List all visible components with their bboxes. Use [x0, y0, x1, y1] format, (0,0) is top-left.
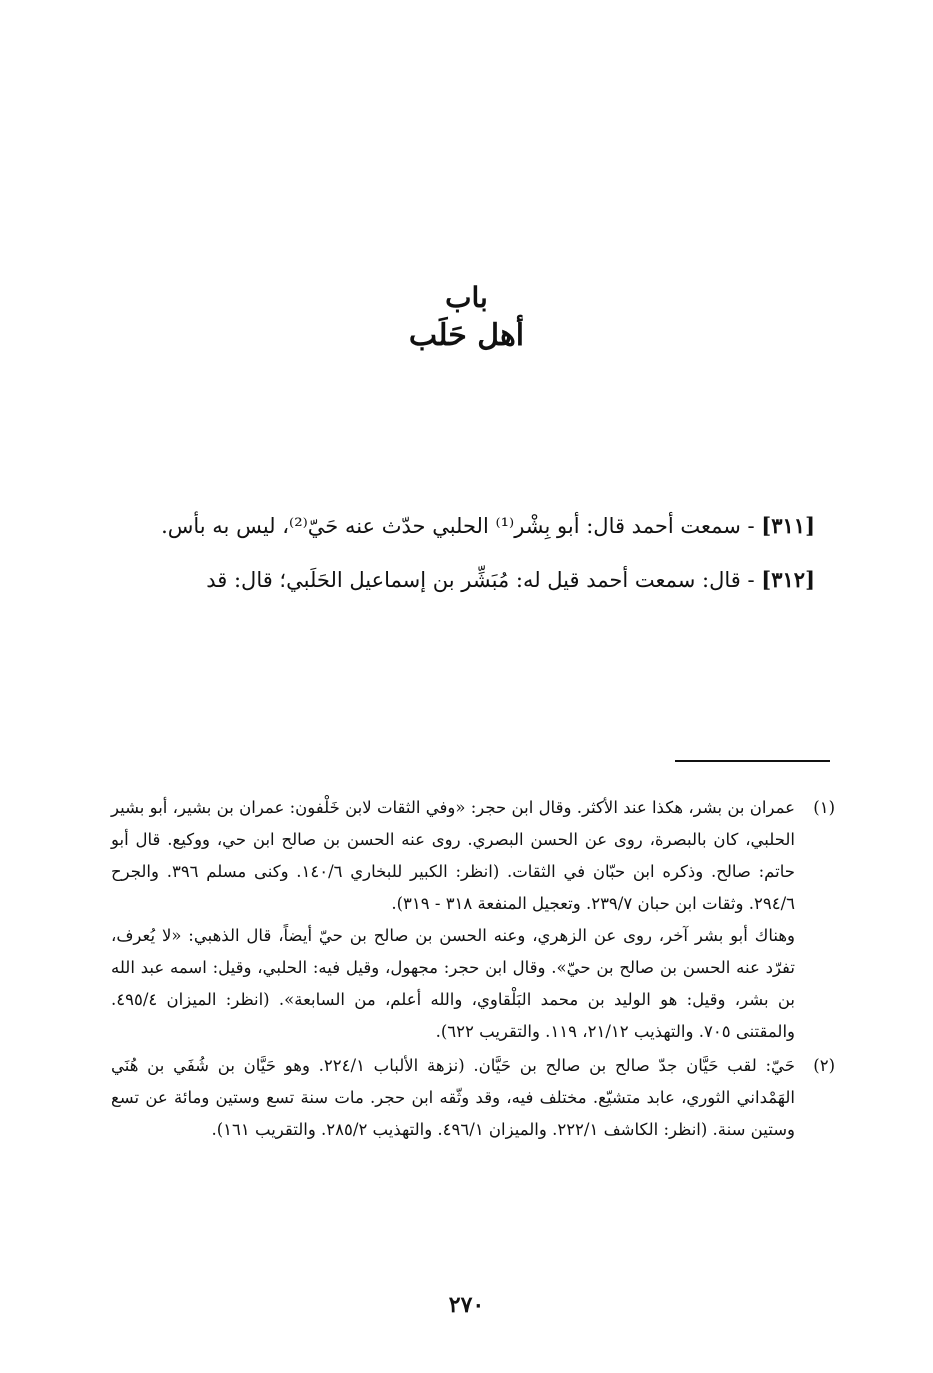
entry-311 — [97, 506, 815, 546]
entry-text: - سمعت أحمد قال: أبو بِشْر⁽¹⁾ الحلبي حدّث عنه حَيّ⁽²⁾، ليس به بأس. — [161, 514, 755, 538]
chapter-heading — [0, 280, 933, 356]
footnote-number: (١) — [813, 798, 835, 817]
entry-text: - قال: سمعت أحمد قيل له: مُبَشِّر بن إسماعيل الحَلَبي؛ قال: قد — [206, 568, 755, 592]
footnotes — [111, 792, 835, 1148]
footnote-paragraph: حَيّ: لقب حَيَّان جدّ صالح بن صالح بن حَيَّان. (نزهة الألباب ٢٢٤/١. وهو حَيَّان بن شُفَي بن هُنَي الهَمْداني الثوري، عابد متشيّع. مختلف فيه، وقد وثّقه ابن حجر. مات سنة تسع وستين ومائة عن تسع وستين سنة. (انظر: الكاشف ٢٢٢/١. والميزان ٤٩٦/١. والتهذيب ٢٨٥/٢. والتقريب ١٦١). — [111, 1056, 795, 1139]
page-number: ٢٧٠ — [448, 1292, 485, 1318]
footnote-2 — [111, 1050, 835, 1146]
footnote-paragraph: عمران بن بشر، هكذا عند الأكثر. وقال ابن حجر: «وفي الثقات لابن خَلْفون: عمران بن بشير، أبو بشير الحلبي، كان بالبصرة، روى عن الحسن البصري. روى عنه الحسن بن صالح ابن حي، ووكيع. قال أبو حاتم: صالح. وذكره ابن حبّان في الثقات. (انظر: الكبير للبخاري ١٤٠/٦. وكنى مسلم ٣٩٦. والجرح ٢٩٤/٦. وثقات ابن حبان ٢٣٩/٧. وتعجيل المنفعة ٣١٨ - ٣١٩). — [111, 798, 795, 913]
main-text — [97, 506, 815, 614]
entry-number: [٣١٢] — [761, 567, 815, 592]
footnote-1 — [111, 792, 835, 1048]
chapter-title: أهل حَلَب — [408, 318, 525, 353]
footnote-paragraph: وهناك أبو بشر آخر، روى عن الزهري، وعنه الحسن بن صالح بن حيّ أيضاً، قال الذهبي: «لا يُعرف، تفرّد عنه الحسن بن صالح بن حيّ». وقال ابن حجر: مجهول، وقيل فيه: الحلبي، وقيل: اسمه عبد الله بن بشر، وقيل: هو الوليد بن محمد البَلْقاوي، والله أعلم، من السابعة». (انظر: الميزان ٤٩٥/٤. والمقتنى ٧٠٥. والتهذيب ٢١/١٢، ١١٩. والتقريب ٦٢٢). — [111, 926, 795, 1041]
entry-number: [٣١١] — [761, 513, 815, 538]
footnote-separator — [675, 760, 830, 762]
footnote-number: (٢) — [813, 1056, 835, 1075]
entry-312 — [97, 560, 815, 600]
chapter-label: باب — [445, 281, 488, 314]
